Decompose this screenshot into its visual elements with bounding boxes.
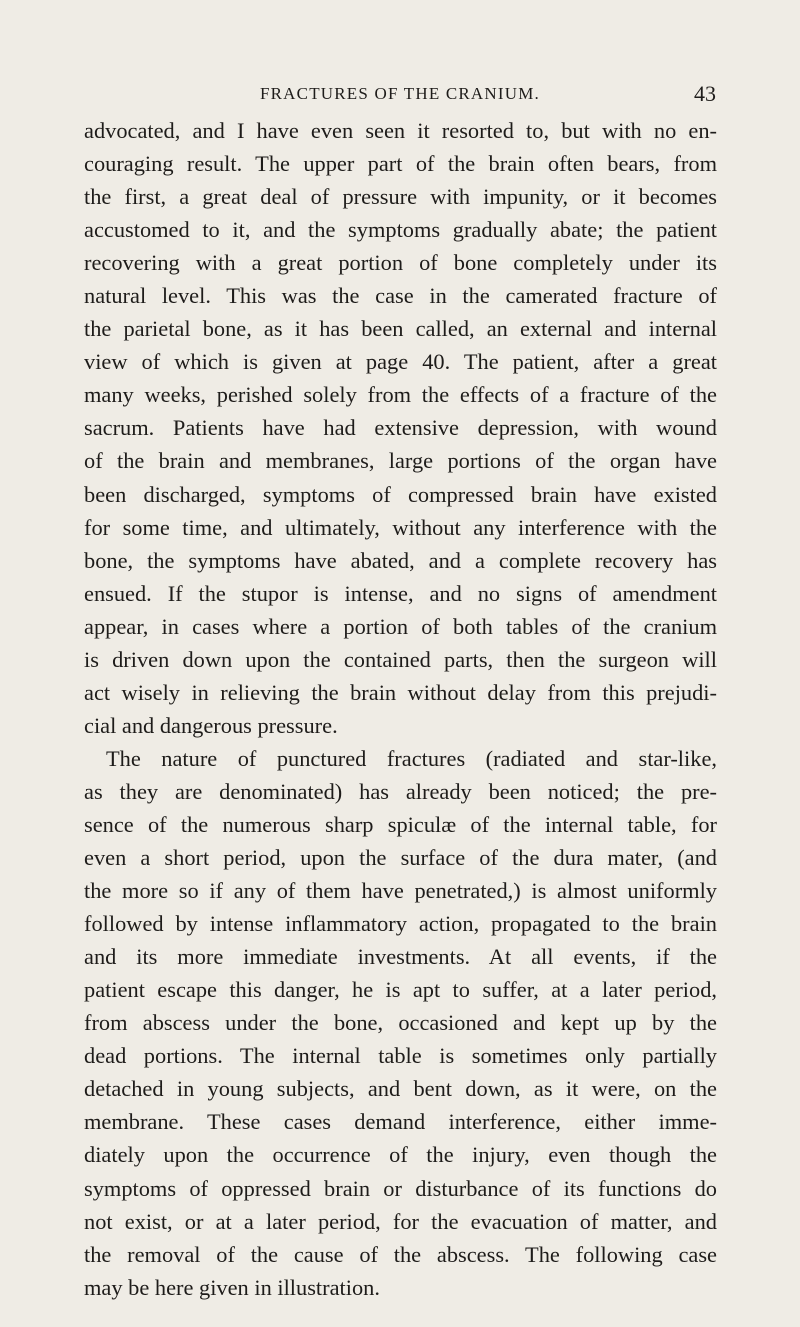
text-line: sence of the numerous sharp spiculæ of the internal table, for bbox=[84, 811, 717, 837]
text-line: from abscess under the bone, occasioned and kept up by the bbox=[84, 1010, 717, 1036]
text-line: not exist, or at a later period, for the evacuation of matter, and bbox=[84, 1208, 717, 1234]
text-line: sacrum. Patients have had extensive depression, with wound bbox=[84, 415, 717, 441]
text-line: been discharged, symptoms of compressed brain have existed bbox=[84, 481, 717, 507]
text-line: natural level. This was the case in the camerated fracture of bbox=[84, 283, 717, 309]
text-line: for some time, and ultimately, without any interference with the bbox=[84, 514, 717, 540]
text-line: diately upon the occurrence of the injury, even though the bbox=[84, 1142, 717, 1168]
text-line: accustomed to it, and the symptoms gradually abate; the patient bbox=[84, 217, 717, 243]
text-line: of the brain and membranes, large portions of the organ have bbox=[84, 448, 717, 474]
text-line: act wisely in relieving the brain without delay from this prejudi- bbox=[84, 679, 717, 705]
text-line: the first, a great deal of pressure with impunity, or it becomes bbox=[84, 184, 717, 210]
text-line: membrane. These cases demand interference, either imme- bbox=[84, 1109, 717, 1135]
text-line: detached in young subjects, and bent down, as it were, on the bbox=[84, 1076, 717, 1102]
text-line: bone, the symptoms have abated, and a complete recovery has bbox=[84, 547, 717, 573]
text-line: symptoms of oppressed brain or disturbance of its functions do bbox=[84, 1175, 717, 1201]
text-line: recovering with a great portion of bone completely under its bbox=[84, 250, 717, 276]
running-title: FRACTURES OF THE CRANIUM. bbox=[259, 84, 540, 103]
text-line: even a short period, upon the surface of the dura mater, (and bbox=[84, 845, 717, 871]
text-line: many weeks, perished solely from the effects of a fracture of the bbox=[84, 382, 717, 408]
text-line: the removal of the cause of the abscess. The following case bbox=[84, 1241, 717, 1267]
running-head bbox=[0, 82, 800, 106]
text-line: is driven down upon the contained parts, then the surgeon will bbox=[84, 646, 717, 672]
text-line: view of which is given at page 40. The patient, after a great bbox=[84, 349, 717, 375]
text-line: and its more immediate investments. At all events, if the bbox=[84, 944, 717, 970]
text-line-paragraph-end: cial and dangerous pressure. bbox=[84, 712, 338, 738]
text-line: appear, in cases where a portion of both tables of the cranium bbox=[84, 613, 717, 639]
text-line: dead portions. The internal table is sometimes only partially bbox=[84, 1043, 717, 1069]
text-line: ensued. If the stupor is intense, and no signs of amendment bbox=[84, 580, 717, 606]
text-line: advocated, and I have even seen it resorted to, but with no en- bbox=[84, 118, 717, 143]
text-line: the more so if any of them have penetrated,) is almost uniformly bbox=[84, 878, 717, 904]
page-number: 43 bbox=[694, 81, 716, 106]
text-line-paragraph-end: may be here given in illustration. bbox=[84, 1274, 380, 1300]
text-line: couraging result. The upper part of the brain often bears, from bbox=[84, 151, 717, 177]
text-line: patient escape this danger, he is apt to suffer, at a later period, bbox=[84, 977, 717, 1003]
text-line: as they are denominated) has already been noticed; the pre- bbox=[84, 778, 717, 804]
text-line-paragraph-start: The nature of punctured fractures (radiated and star-like, bbox=[106, 745, 717, 771]
body-text bbox=[84, 114, 717, 1304]
text-line: the parietal bone, as it has been called, an external and internal bbox=[84, 316, 717, 342]
text-line: followed by intense inflammatory action, propagated to the brain bbox=[84, 911, 717, 937]
